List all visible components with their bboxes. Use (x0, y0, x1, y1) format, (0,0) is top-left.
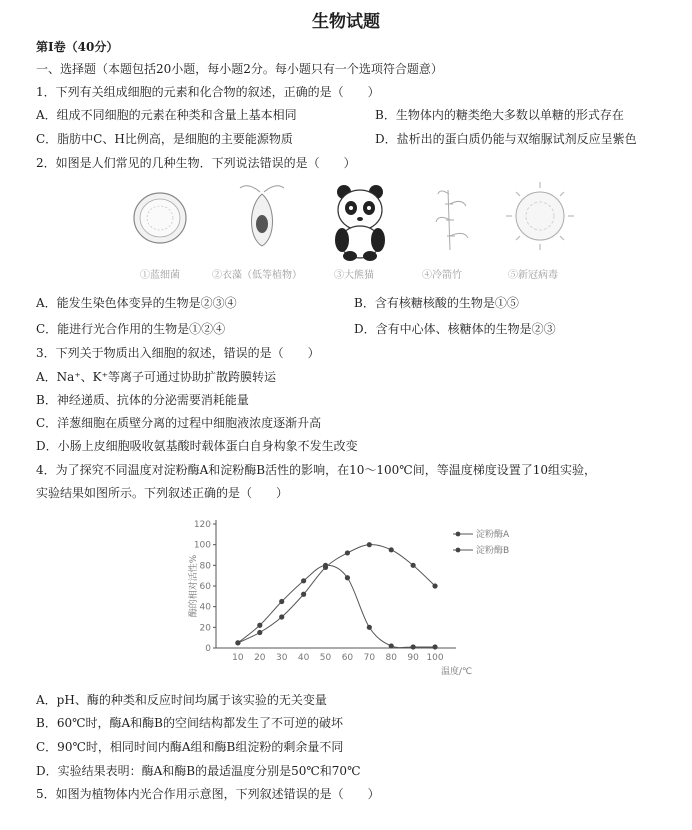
x-tick-label: 10 (232, 653, 244, 663)
legend-label: 淀粉酶B (476, 546, 510, 556)
series-line-b (238, 545, 435, 643)
y-tick-label: 40 (199, 602, 211, 613)
y-tick-label: 100 (193, 540, 211, 551)
caption-virus: ⑤新冠病毒 (508, 270, 558, 281)
y-axis-label: 酶的相对活性% (189, 554, 199, 618)
q1-option-d: D．盐析出的蛋白质仍能与双缩脲试剂反应呈紫色 (375, 132, 637, 146)
q2-stem: 2．如图是人们常见的几种生物．下列说法错误的是（ ） (36, 156, 356, 170)
q2-option-c: C．能进行光合作用的生物是①②④ (36, 322, 226, 336)
data-point-b (345, 550, 350, 555)
caption-panda: ③大熊猫 (334, 270, 374, 281)
organisms-figure (120, 180, 590, 290)
x-tick-label: 80 (385, 653, 397, 663)
bamboo-illustration (436, 190, 468, 250)
x-tick-label: 90 (407, 653, 419, 663)
legend-label: 淀粉酶A (476, 530, 510, 540)
data-point-a (301, 578, 306, 583)
data-point-b (411, 563, 416, 568)
caption-cyanobacteria: ①蓝细菌 (140, 270, 180, 281)
x-axis-label: 温度/℃ (441, 667, 473, 677)
instructions: 一、选择题（本题包括20小题，每小题2分。每小题只有一个选项符合题意） (36, 62, 443, 76)
caption-chlamydomonas: ②衣藻（低等植物） (212, 270, 302, 281)
y-tick-label: 60 (199, 582, 211, 592)
data-point-b (257, 630, 262, 635)
x-tick-label: 30 (275, 653, 288, 663)
data-point-b (432, 583, 437, 588)
cyanobacteria-illustration (134, 193, 186, 243)
data-point-a (279, 599, 284, 604)
q1-stem: 1．下列有关组成细胞的元素和化合物的叙述，正确的是（ ） (36, 85, 380, 99)
section-header: 第Ⅰ卷（40分） (36, 40, 119, 54)
data-point-a (432, 644, 437, 649)
x-tick-label: 100 (426, 653, 444, 663)
data-point-b (235, 640, 240, 645)
chlamydomonas-illustration (240, 186, 284, 246)
q1-option-a: A．组成不同细胞的元素在种类和含量上基本相同 (36, 108, 297, 122)
data-point-b (301, 592, 306, 597)
q4-option-c: C．90℃时，相同时间内酶A组和酶B组淀粉的剩余量不同 (36, 740, 344, 754)
y-tick-label: 120 (193, 520, 211, 530)
data-point-a (389, 643, 394, 648)
data-point-a (257, 623, 262, 628)
data-point-a (345, 575, 350, 580)
q1-option-c: C．脂肪中C、H比例高，是细胞的主要能源物质 (36, 132, 293, 146)
q3-stem: 3．下列关于物质出入细胞的叙述，错误的是（ ） (36, 346, 320, 360)
y-tick-label: 0 (205, 644, 211, 654)
y-tick-label: 20 (199, 623, 211, 634)
x-tick-label: 50 (319, 653, 332, 663)
data-point-b (279, 614, 284, 619)
enzyme-activity-chart-svg (168, 512, 548, 680)
q2-option-d: D．含有中心体、核糖体的生物是②③ (354, 322, 556, 336)
virus-illustration (506, 182, 574, 250)
y-tick-label: 80 (199, 561, 211, 572)
data-point-a (411, 644, 416, 649)
x-tick-label: 60 (341, 653, 354, 663)
q4-option-b: B．60℃时，酶A和酶B的空间结构都发生了不可逆的破坏 (36, 716, 343, 730)
q3-option-b: B．神经递质、抗体的分泌需要消耗能量 (36, 393, 249, 407)
enzyme-activity-chart (168, 512, 548, 680)
q4-option-d: D．实验结果表明：酶A和酶B的最适温度分别是50℃和70℃ (36, 764, 361, 778)
legend-marker (456, 532, 461, 537)
legend-marker (456, 548, 461, 553)
x-tick-label: 70 (363, 653, 376, 663)
q3-option-a: A．Na⁺、K⁺等离子可通过协助扩散跨膜转运 (36, 370, 276, 384)
q2-option-a: A．能发生染色体变异的生物是②③④ (36, 296, 237, 310)
q4-option-a: A．pH、酶的种类和反应时间均属于该实验的无关变量 (36, 693, 327, 707)
x-tick-label: 20 (254, 653, 266, 663)
caption-bamboo: ④冷箭竹 (422, 270, 462, 281)
q4-stem-line2: 实验结果如图所示。下列叙述正确的是（ ） (36, 486, 289, 500)
page-title: 生物试题 (312, 12, 380, 32)
series-line-a (238, 565, 435, 647)
data-point-b (389, 547, 394, 552)
q5-stem: 5．如图为植物体内光合作用示意图，下列叙述错误的是（ ） (36, 787, 380, 801)
x-tick-label: 40 (297, 653, 310, 663)
q4-stem-line1: 4．为了探究不同温度对淀粉酶A和淀粉酶B活性的影响，在10～100℃间，等温度梯度设置了10组实验， (36, 463, 596, 477)
q2-option-b: B．含有核糖核酸的生物是①⑤ (354, 296, 519, 310)
panda-illustration (335, 185, 385, 261)
data-point-a (367, 625, 372, 630)
data-point-b (323, 565, 328, 570)
q1-option-b: B．生物体内的糖类绝大多数以单糖的形式存在 (375, 108, 624, 122)
q3-option-d: D．小肠上皮细胞吸收氨基酸时载体蛋白自身构象不发生改变 (36, 439, 358, 453)
data-point-b (367, 542, 372, 547)
q3-option-c: C．洋葱细胞在质壁分离的过程中细胞液浓度逐渐升高 (36, 416, 322, 430)
